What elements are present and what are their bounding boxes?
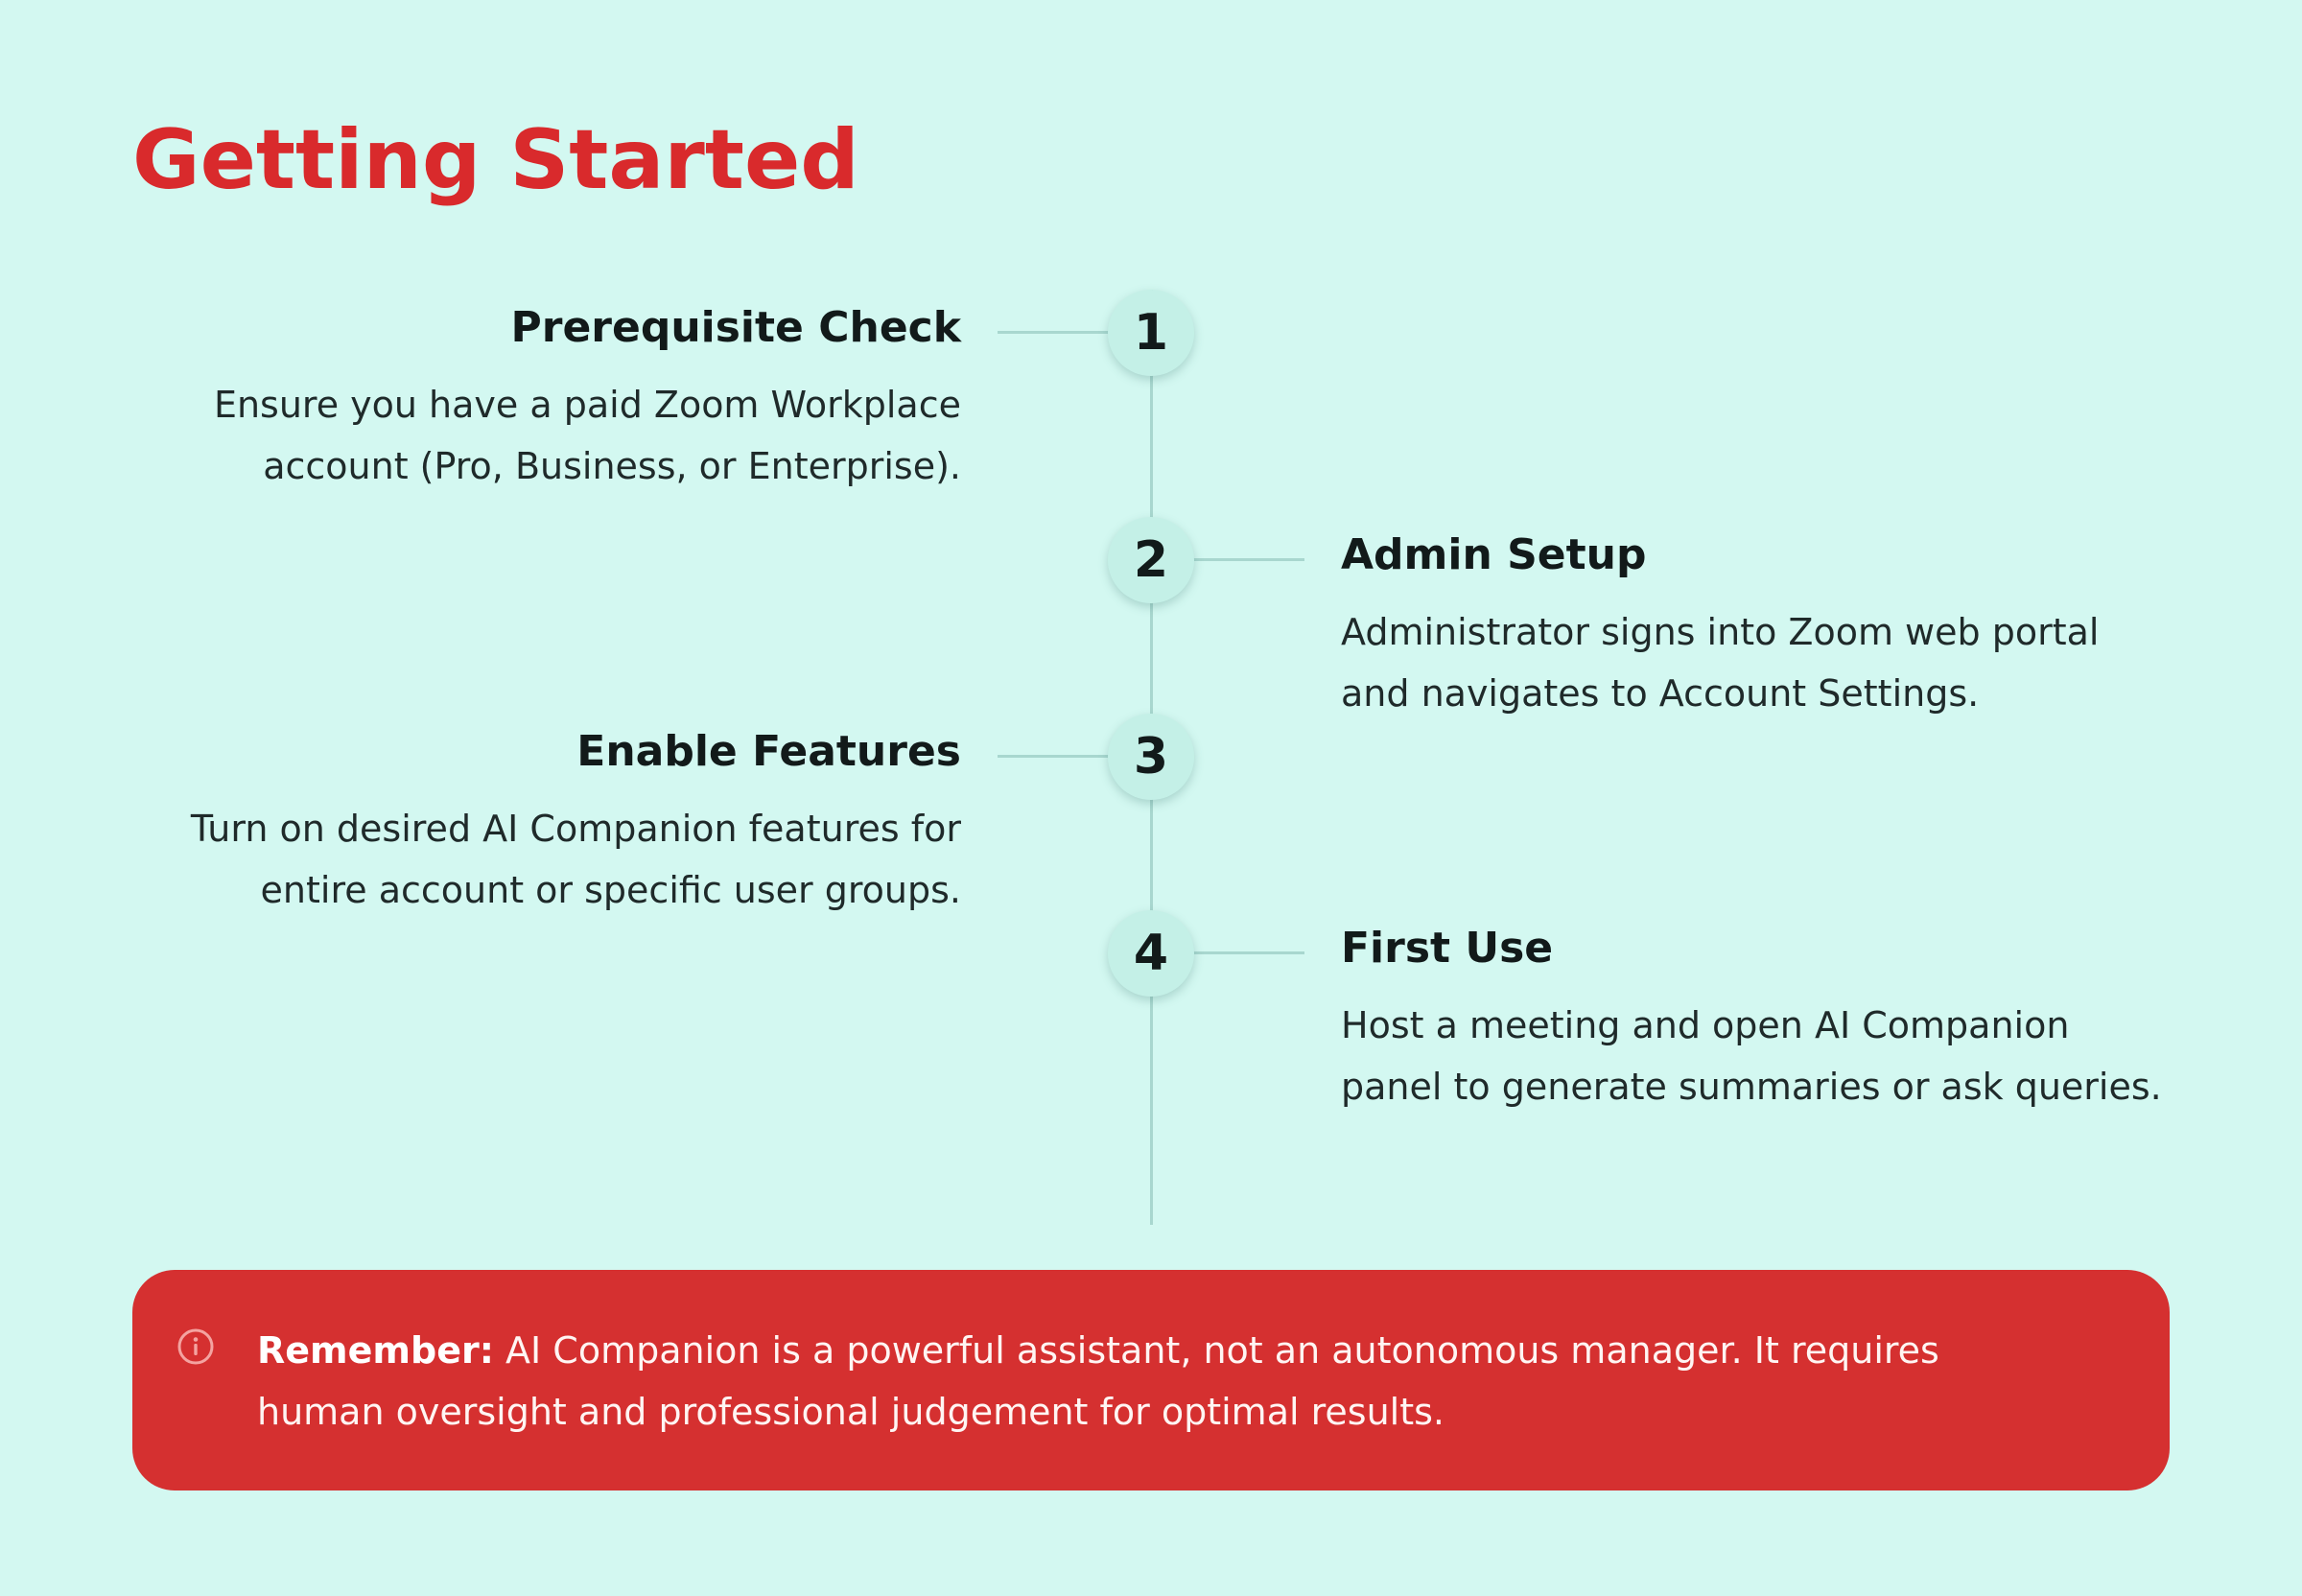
step-connector-4	[1189, 951, 1304, 954]
callout-label: Remember:	[257, 1329, 494, 1372]
remember-callout	[132, 1270, 2170, 1490]
info-icon	[176, 1327, 215, 1366]
step-title: Prerequisite Check	[510, 303, 961, 352]
callout-message: AI Companion is a powerful assistant, not an autonomous manager. It requires human oversight and professional judgement for optimal results.	[257, 1329, 1939, 1433]
step-connector-1	[998, 331, 1113, 334]
callout-text	[257, 1320, 2055, 1443]
page-title: Getting Started	[132, 112, 859, 208]
step-description: Host a meeting and open AI Companion panel to generate summaries or ask queries.	[1341, 1004, 2162, 1108]
step-admin-setup	[1341, 527, 2175, 724]
step-marker-1: 1	[1108, 290, 1194, 376]
step-connector-3	[998, 755, 1113, 758]
step-prerequisite-check	[175, 299, 961, 497]
step-description: Administrator signs into Zoom web portal and navigates to Account Settings.	[1341, 611, 2100, 715]
step-marker-2: 2	[1108, 517, 1194, 603]
step-description: Turn on desired AI Companion features for entire account or specific user groups.	[190, 808, 961, 911]
step-enable-features	[175, 723, 961, 921]
step-marker-3: 3	[1108, 714, 1194, 800]
step-title: Admin Setup	[1341, 530, 1647, 579]
step-connector-2	[1189, 558, 1304, 561]
step-title: First Use	[1341, 924, 1554, 973]
step-first-use	[1341, 920, 2175, 1117]
step-title: Enable Features	[576, 727, 961, 776]
step-description: Ensure you have a paid Zoom Workplace account (Pro, Business, or Enterprise).	[213, 384, 961, 487]
step-marker-4: 4	[1108, 910, 1194, 997]
